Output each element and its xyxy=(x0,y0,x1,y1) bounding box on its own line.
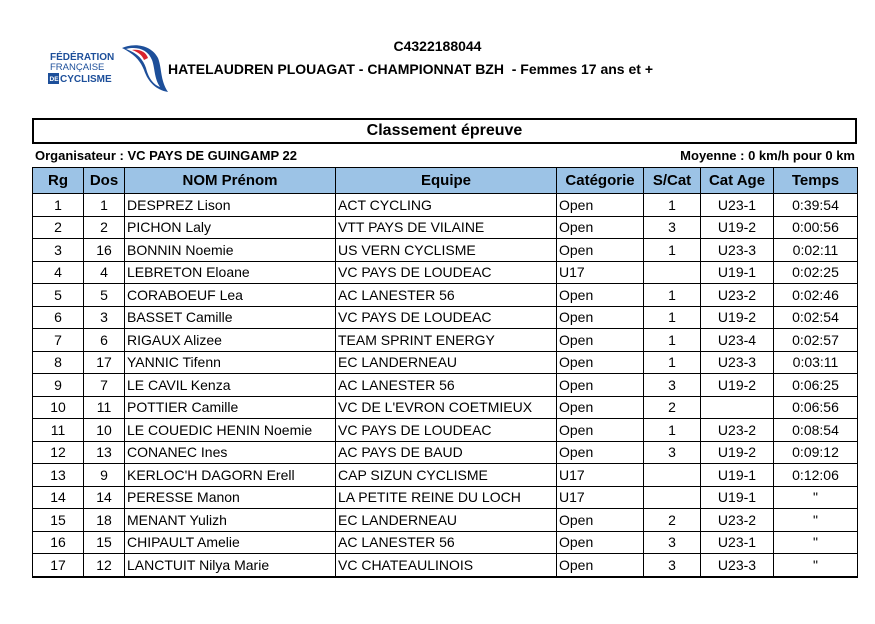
table-row xyxy=(33,374,858,397)
category-cell: U17 xyxy=(557,486,644,509)
col-header-time: Temps xyxy=(774,168,858,194)
table-row xyxy=(33,419,858,442)
bib-cell: 5 xyxy=(84,284,125,307)
time-cell: " xyxy=(774,509,858,532)
subcat-cell: 3 xyxy=(644,374,701,397)
category-cell: Open xyxy=(557,419,644,442)
age-cat-cell xyxy=(701,396,774,419)
subcat-cell: 3 xyxy=(644,531,701,554)
col-header-dos: Dos xyxy=(84,168,125,194)
age-cat-cell: U23-2 xyxy=(701,509,774,532)
col-header-team: Equipe xyxy=(336,168,557,194)
rider-name-cell: POTTIER Camille xyxy=(125,396,336,419)
rank-cell: 9 xyxy=(33,374,84,397)
table-row xyxy=(33,329,858,352)
rank-cell: 5 xyxy=(33,284,84,307)
section-title: Classement épreuve xyxy=(32,118,857,144)
time-cell: 0:00:56 xyxy=(774,216,858,239)
team-cell: VC PAYS DE LOUDEAC xyxy=(336,306,557,329)
time-cell: 0:09:12 xyxy=(774,441,858,464)
category-cell: Open xyxy=(557,306,644,329)
time-cell: 0:02:57 xyxy=(774,329,858,352)
time-cell: 0:02:46 xyxy=(774,284,858,307)
table-header-row xyxy=(33,168,858,194)
subcat-cell: 3 xyxy=(644,441,701,464)
category-cell: Open xyxy=(557,509,644,532)
rider-name-cell: RIGAUX Alizee xyxy=(125,329,336,352)
category-cell: Open xyxy=(557,239,644,262)
rider-name-cell: CORABOEUF Lea xyxy=(125,284,336,307)
logo-prefix: DE xyxy=(49,76,59,83)
time-cell: 0:02:54 xyxy=(774,306,858,329)
age-cat-cell: U19-1 xyxy=(701,464,774,487)
subcat-cell: 3 xyxy=(644,216,701,239)
rank-cell: 7 xyxy=(33,329,84,352)
category-cell: U17 xyxy=(557,261,644,284)
rider-name-cell: LEBRETON Eloane xyxy=(125,261,336,284)
bib-cell: 1 xyxy=(84,194,125,217)
age-cat-cell: U19-2 xyxy=(701,374,774,397)
team-cell: VC DE L'EVRON COETMIEUX xyxy=(336,396,557,419)
col-header-subcat: S/Cat xyxy=(644,168,701,194)
time-cell: 0:39:54 xyxy=(774,194,858,217)
category-cell: Open xyxy=(557,396,644,419)
table-row xyxy=(33,441,858,464)
age-cat-cell: U19-2 xyxy=(701,216,774,239)
time-cell: " xyxy=(774,554,858,577)
table-row xyxy=(33,306,858,329)
bib-cell: 11 xyxy=(84,396,125,419)
rank-cell: 15 xyxy=(33,509,84,532)
subcat-cell: 2 xyxy=(644,509,701,532)
subcat-cell: 2 xyxy=(644,396,701,419)
race-code: C4322188044 xyxy=(393,38,482,54)
table-row xyxy=(33,554,858,577)
subcat-cell: 1 xyxy=(644,306,701,329)
team-cell: ACT CYCLING xyxy=(336,194,557,217)
subcat-cell: 1 xyxy=(644,329,701,352)
category-cell: U17 xyxy=(557,464,644,487)
rider-name-cell: PICHON Laly xyxy=(125,216,336,239)
table-row xyxy=(33,261,858,284)
bib-cell: 9 xyxy=(84,464,125,487)
col-header-rg: Rg xyxy=(33,168,84,194)
time-cell: 0:02:25 xyxy=(774,261,858,284)
subcat-cell: 1 xyxy=(644,351,701,374)
age-cat-cell: U23-4 xyxy=(701,329,774,352)
subcat-cell: 1 xyxy=(644,419,701,442)
rank-cell: 2 xyxy=(33,216,84,239)
col-header-age-cat: Cat Age xyxy=(701,168,774,194)
rider-name-cell: BONNIN Noemie xyxy=(125,239,336,262)
rank-cell: 16 xyxy=(33,531,84,554)
subcat-cell: 1 xyxy=(644,284,701,307)
team-cell: AC PAYS DE BAUD xyxy=(336,441,557,464)
category-cell: Open xyxy=(557,554,644,577)
team-cell: AC LANESTER 56 xyxy=(336,284,557,307)
rider-name-cell: CHIPAULT Amelie xyxy=(125,531,336,554)
bib-cell: 15 xyxy=(84,531,125,554)
bib-cell: 12 xyxy=(84,554,125,577)
logo-line1: FÉDÉRATION xyxy=(50,52,115,63)
bib-cell: 18 xyxy=(84,509,125,532)
time-cell: 0:02:11 xyxy=(774,239,858,262)
rider-name-cell: MENANT Yulizh xyxy=(125,509,336,532)
table-row xyxy=(33,239,858,262)
results-table xyxy=(32,167,858,578)
category-cell: Open xyxy=(557,351,644,374)
rider-name-cell: LE CAVIL Kenza xyxy=(125,374,336,397)
table-row xyxy=(33,284,858,307)
rank-cell: 6 xyxy=(33,306,84,329)
category-cell: Open xyxy=(557,284,644,307)
age-cat-cell: U23-3 xyxy=(701,554,774,577)
category-cell: Open xyxy=(557,194,644,217)
age-cat-cell: U19-2 xyxy=(701,441,774,464)
subcat-cell xyxy=(644,261,701,284)
category-cell: Open xyxy=(557,329,644,352)
age-cat-cell: U19-1 xyxy=(701,261,774,284)
table-row xyxy=(33,194,858,217)
organizer-text: Organisateur : VC PAYS DE GUINGAMP 22 xyxy=(35,148,297,163)
logo-line3: CYCLISME xyxy=(60,74,112,85)
team-cell: VC PAYS DE LOUDEAC xyxy=(336,419,557,442)
rank-cell: 10 xyxy=(33,396,84,419)
team-cell: AC LANESTER 56 xyxy=(336,531,557,554)
age-cat-cell: U23-3 xyxy=(701,239,774,262)
rank-cell: 14 xyxy=(33,486,84,509)
rank-cell: 17 xyxy=(33,554,84,577)
table-row xyxy=(33,531,858,554)
bib-cell: 6 xyxy=(84,329,125,352)
bib-cell: 4 xyxy=(84,261,125,284)
age-cat-cell: U23-3 xyxy=(701,351,774,374)
bib-cell: 7 xyxy=(84,374,125,397)
subcat-cell: 3 xyxy=(644,554,701,577)
subcat-cell: 1 xyxy=(644,194,701,217)
col-header-category: Catégorie xyxy=(557,168,644,194)
age-cat-cell: U19-1 xyxy=(701,486,774,509)
rank-cell: 11 xyxy=(33,419,84,442)
rider-name-cell: LE COUEDIC HENIN Noemie xyxy=(125,419,336,442)
rider-name-cell: DESPREZ Lison xyxy=(125,194,336,217)
age-cat-cell: U23-1 xyxy=(701,531,774,554)
category-cell: Open xyxy=(557,374,644,397)
rank-cell: 13 xyxy=(33,464,84,487)
category-cell: Open xyxy=(557,441,644,464)
average-text: Moyenne : 0 km/h pour 0 km xyxy=(680,148,855,163)
category-cell: Open xyxy=(557,216,644,239)
team-cell: VTT PAYS DE VILAINE xyxy=(336,216,557,239)
rank-cell: 12 xyxy=(33,441,84,464)
logo-line2: FRANÇAISE xyxy=(50,62,105,73)
age-cat-cell: U23-2 xyxy=(701,284,774,307)
rank-cell: 4 xyxy=(33,261,84,284)
bib-cell: 10 xyxy=(84,419,125,442)
team-cell: TEAM SPRINT ENERGY xyxy=(336,329,557,352)
team-cell: LA PETITE REINE DU LOCH xyxy=(336,486,557,509)
team-cell: EC LANDERNEAU xyxy=(336,351,557,374)
col-header-name: NOM Prénom xyxy=(125,168,336,194)
table-row xyxy=(33,396,858,419)
bib-cell: 13 xyxy=(84,441,125,464)
time-cell: 0:03:11 xyxy=(774,351,858,374)
bib-cell: 17 xyxy=(84,351,125,374)
rider-name-cell: CONANEC Ines xyxy=(125,441,336,464)
rider-name-cell: LANCTUIT Nilya Marie xyxy=(125,554,336,577)
bib-cell: 3 xyxy=(84,306,125,329)
time-cell: 0:06:56 xyxy=(774,396,858,419)
subcat-cell: 1 xyxy=(644,239,701,262)
rider-name-cell: KERLOC'H DAGORN Erell xyxy=(125,464,336,487)
rider-name-cell: YANNIC Tifenn xyxy=(125,351,336,374)
subcat-cell xyxy=(644,464,701,487)
bib-cell: 2 xyxy=(84,216,125,239)
rank-cell: 3 xyxy=(33,239,84,262)
table-row xyxy=(33,351,858,374)
subcat-cell xyxy=(644,486,701,509)
time-cell: " xyxy=(774,486,858,509)
table-row xyxy=(33,216,858,239)
bib-cell: 16 xyxy=(84,239,125,262)
time-cell: 0:08:54 xyxy=(774,419,858,442)
table-row xyxy=(33,486,858,509)
time-cell: " xyxy=(774,531,858,554)
info-row xyxy=(35,147,855,165)
rider-name-cell: PERESSE Manon xyxy=(125,486,336,509)
results-body xyxy=(33,194,858,577)
rank-cell: 1 xyxy=(33,194,84,217)
time-cell: 0:06:25 xyxy=(774,374,858,397)
team-cell: AC LANESTER 56 xyxy=(336,374,557,397)
table-row xyxy=(33,464,858,487)
table-row xyxy=(33,509,858,532)
rank-cell: 8 xyxy=(33,351,84,374)
team-cell: CAP SIZUN CYCLISME xyxy=(336,464,557,487)
race-title: HATELAUDREN PLOUAGAT - CHAMPIONNAT BZH - Femmes 17 ans et + xyxy=(168,61,653,77)
rider-name-cell: BASSET Camille xyxy=(125,306,336,329)
team-cell: US VERN CYCLISME xyxy=(336,239,557,262)
team-cell: VC PAYS DE LOUDEAC xyxy=(336,261,557,284)
category-cell: Open xyxy=(557,531,644,554)
time-cell: 0:12:06 xyxy=(774,464,858,487)
age-cat-cell: U19-2 xyxy=(701,306,774,329)
team-cell: EC LANDERNEAU xyxy=(336,509,557,532)
age-cat-cell: U23-1 xyxy=(701,194,774,217)
bib-cell: 14 xyxy=(84,486,125,509)
age-cat-cell: U23-2 xyxy=(701,419,774,442)
team-cell: VC CHATEAULINOIS xyxy=(336,554,557,577)
